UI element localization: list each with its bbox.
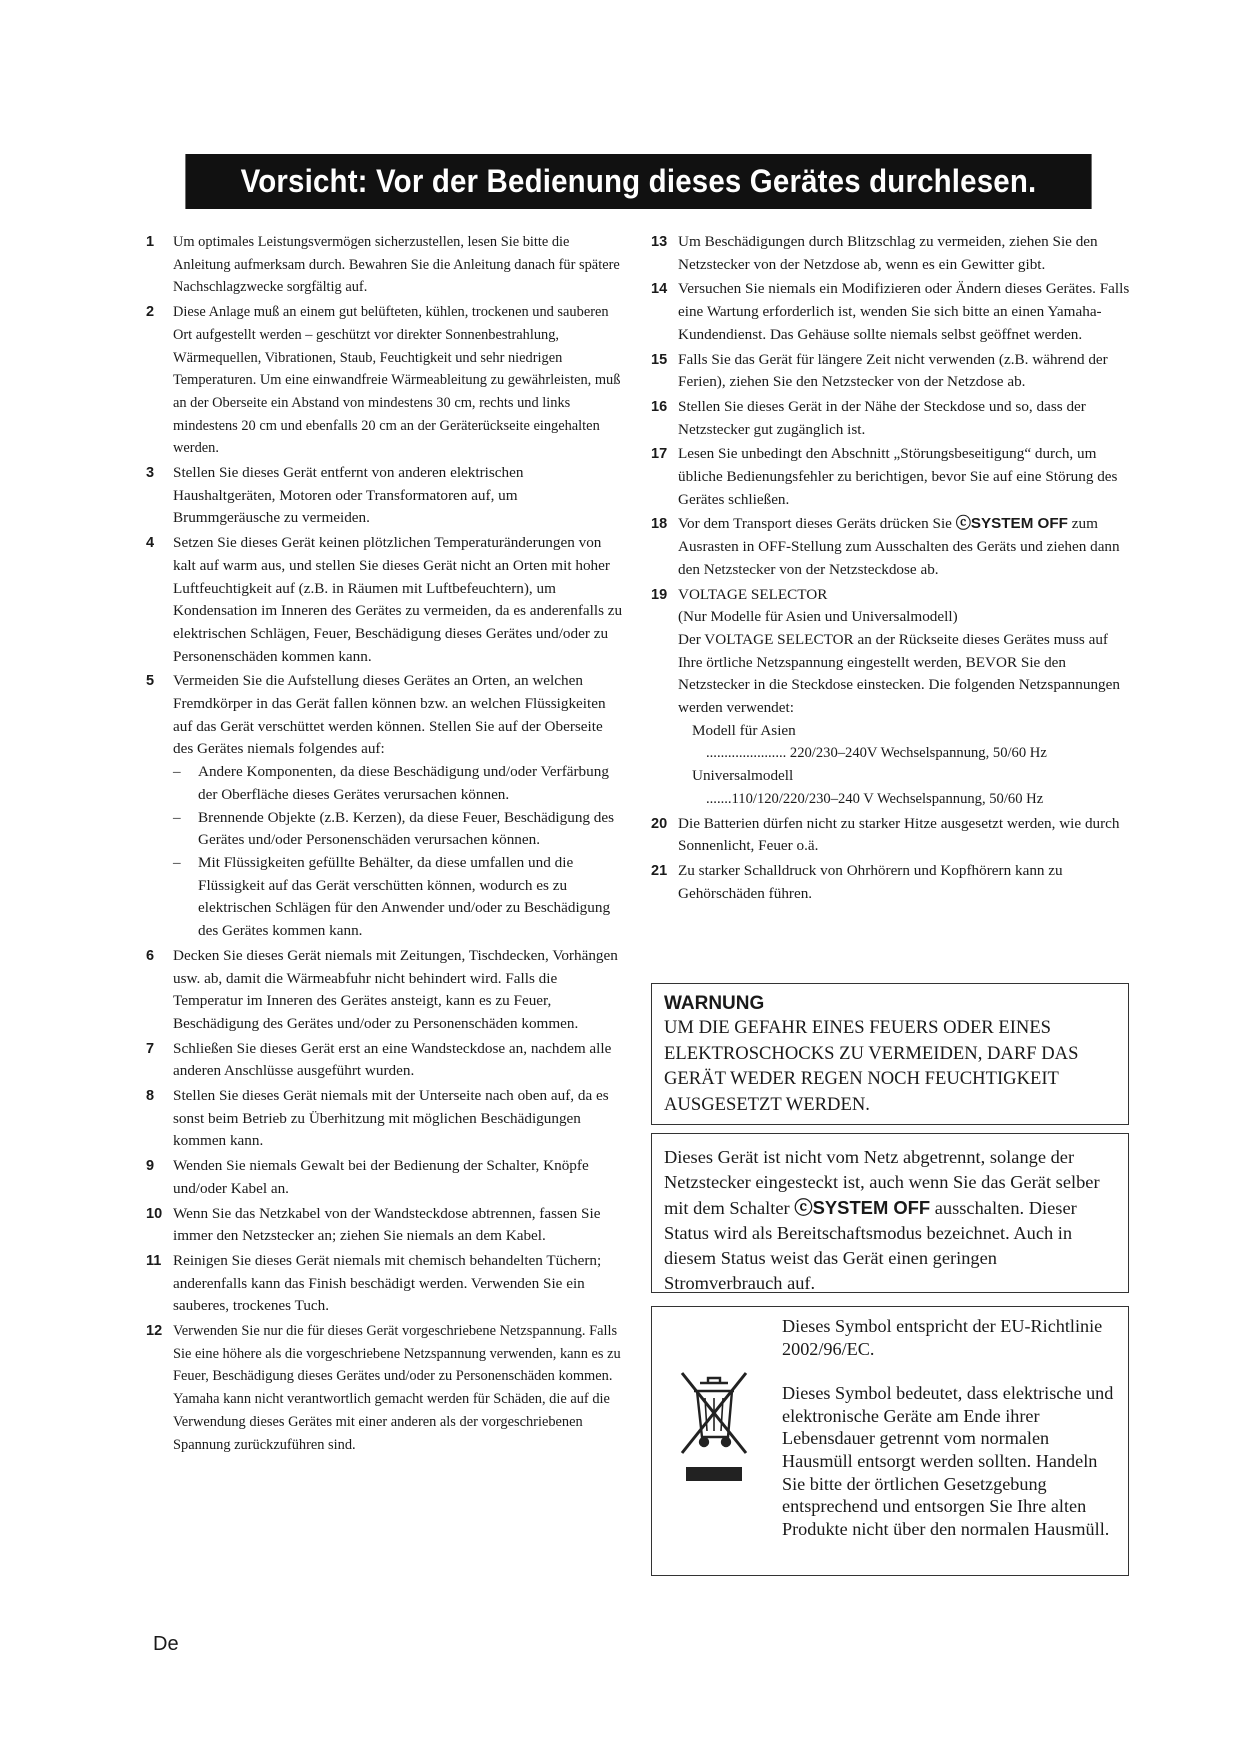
warning-text: UM DIE GEFAHR EINES FEUERS ODER EINES ELEKTROSCHOCKS ZU VERMEIDEN, DARF DAS GERÄT WEDER REGEN NOCH FEUCHTIGKEIT AUSGESETZT WERDEN.	[664, 1017, 1079, 1115]
item-number: 1	[146, 234, 155, 250]
weee-notice-box	[651, 1306, 1129, 1576]
list-item	[651, 349, 1136, 394]
item-number: 20	[651, 815, 668, 832]
list-item	[146, 532, 626, 668]
list-item	[651, 231, 1136, 276]
model-asia: Modell für Asien	[692, 721, 796, 739]
item-number: 21	[651, 862, 668, 879]
standby-notice-text	[664, 1145, 1116, 1296]
item-number: 13	[651, 234, 668, 250]
list-item	[651, 513, 1136, 581]
item-text: Um Beschädigungen durch Blitzschlag zu vermeiden, ziehen Sie den Netzstecker von der Netzdose ab, wenn es ein Gewitter gibt.	[678, 233, 1098, 273]
item-text: Setzen Sie dieses Gerät keinen plötzlichen Temperaturänderungen von kalt auf warm aus, und stellen Sie dieses Gerät nicht an Orten mit hoher Luftfeuchtigkeit auf (z.B. in Räumen mit Luftbefeuchtern), um Kondensation im Inneren des Gerätes zu vermeiden, da es anderenfalls zu elektrischen Schlägen, Feuer, Beschädigung dieses Gerätes und/oder zu Personenschäden kommen kann.	[173, 534, 623, 665]
item-text: Verwenden Sie nur die für dieses Gerät vorgeschriebene Netzspannung. Falls Sie eine höhere als die vorgeschriebene Netzspannung verwenden, kann es zu Feuer, Beschädigung dieses Gerätes und/oder zu Personenschäden kommen. Yamaha kann nicht verantwortlich gemacht werden für Schäden, die auf die Verwendung dieses Gerätes mit einer anderen als der vorgeschriebenen Spannung zurückzuführen sind.	[173, 1323, 621, 1453]
item-text: Zu starker Schalldruck von Ohrhörern und Kopfhörern kann zu Gehörschäden führen.	[678, 861, 1063, 902]
list-item	[146, 462, 626, 530]
list-item	[651, 584, 1136, 811]
item-number: 10	[146, 1205, 163, 1222]
item-number: 5	[146, 673, 155, 690]
item-text: Wenn Sie das Netzkabel von der Wandsteckdose abtrennen, fassen Sie immer den Netzstecker an; ziehen Sie niemals an dem Kabel.	[173, 1204, 601, 1245]
item-text: Decken Sie dieses Gerät niemals mit Zeitungen, Tischdecken, Vorhängen usw. ab, damit die Wärmeabfuhr nicht behindert wird. Falls die Temperatur im Inneren des Gerätes ansteigt, kann es zu Feuer, Beschädigung des Gerätes und/oder zu Personenschäden kommen.	[173, 946, 618, 1032]
warning-box	[651, 983, 1129, 1125]
right-column	[651, 231, 1136, 907]
sub-item-text: Brennende Objekte (z.B. Kerzen), da diese Feuer, Beschädigung des Gerätes und/oder Personenschäden verursachen können.	[198, 808, 615, 849]
left-column	[146, 231, 626, 1458]
item-number: 18	[651, 516, 668, 533]
model-universal: Universalmodell	[692, 767, 794, 785]
item-text: Stellen Sie dieses Gerät entfernt von anderen elektrischen Haushaltgeräten, Motoren oder Transformatoren auf, um Brummgeräusche zu vermeiden.	[173, 464, 524, 527]
voltage-universal: .......110/120/220/230–240 V Wechselspannung, 50/60 Hz	[706, 790, 1044, 807]
system-off-label: ⓒSYSTEM OFF	[794, 1197, 931, 1218]
system-off-label: ⓒSYSTEM OFF	[955, 515, 1068, 533]
item-number: 19	[651, 586, 668, 603]
item-number: 7	[146, 1040, 155, 1057]
sub-item-text: Mit Flüssigkeiten gefüllte Behälter, da diese umfallen und die Flüssigkeit auf das Gerät verschütten können, wodurch es zu elektrischen Schlägen für den Anwender und/oder zu Beschädigung des Gerätes kommen kann.	[198, 853, 611, 940]
list-item	[651, 860, 1136, 905]
list-item	[651, 396, 1136, 441]
item-text: Schließen Sie dieses Gerät erst an eine Wandsteckdose an, nachdem alle anderen Anschlüsse ausgeführt wurden.	[173, 1039, 612, 1080]
item-text: Falls Sie das Gerät für längere Zeit nicht verwenden (z.B. während der Ferien), ziehen Sie den Netzstecker von der Netzdose ab.	[678, 350, 1108, 391]
sub-item-text: Andere Komponenten, da diese Beschädigung und/oder Verfärbung der Oberfläche dieses Gerätes verursachen können.	[198, 763, 609, 803]
item-text: Der VOLTAGE SELECTOR an der Rückseite dieses Gerätes muss auf Ihre örtliche Netzspannung eingestellt werden, BEVOR Sie den Netzstecker in die Steckdose einstecken. Die folgenden Netzspannungen werden verwendet:	[678, 630, 1120, 717]
item-text: Um optimales Leistungsvermögen sicherzustellen, lesen Sie bitte die Anleitung aufmerksam durch. Bewahren Sie die Anleitung danach für spätere Nachschlagzwecke sorgfältig auf.	[173, 234, 620, 296]
item-text: Vermeiden Sie die Aufstellung dieses Gerätes an Orten, an welchen Fremdkörper in das Gerät fallen können bzw. an welchen Flüssigkeiten auf das Gerät verschüttet werden können. Stellen Sie auf der Oberseite des Gerätes niemals folgendes auf:	[173, 672, 606, 758]
item-number: 14	[651, 281, 668, 298]
page-title-text: Vorsicht: Vor der Bedienung dieses Gerätes durchlesen.	[240, 163, 1037, 199]
item-number: 12	[146, 1323, 163, 1340]
item-number: 9	[146, 1158, 155, 1175]
item-number: 8	[146, 1088, 155, 1105]
list-item	[651, 278, 1136, 346]
item-number: 17	[651, 446, 668, 463]
standby-text-a: Dieses Gerät ist nicht vom Netz abgetrennt, solange der Netzstecker eingesteckt ist, auch wenn Sie das Gerät selber mit dem Schalter	[664, 1147, 1100, 1218]
list-item	[651, 813, 1136, 858]
list-item	[146, 231, 626, 299]
list-item	[651, 443, 1136, 511]
weee-notice-text	[782, 1315, 1122, 1540]
item-number: 11	[146, 1252, 162, 1269]
item-number: 2	[146, 304, 155, 321]
item-text: Versuchen Sie niemals ein Modifizieren oder Ändern dieses Gerätes. Falls eine Wartung erforderlich ist, wenden Sie sich bitte an einen Yamaha-Kundendienst. Das Gehäuse sollte niemals selbst geöffnet werden.	[678, 280, 1130, 343]
list-item	[146, 1155, 626, 1200]
item-text: Die Batterien dürfen nicht zu starker Hitze ausgesetzt werden, wie durch Sonnenlicht, Feuer o.ä.	[678, 814, 1120, 855]
page-title	[185, 154, 1091, 209]
item-text: Diese Anlage muß an einem gut belüfteten, kühlen, trockenen und sauberen Ort aufgestellt werden – geschützt vor direkter Sonnenbestrahlung, Wärmequellen, Vibrationen, Staub, Feuchtigkeit und sehr niedrigen Temperaturen. Um eine einwandfreie Wärmeableitung zu gewährleisten, muß an der Oberseite ein Abstand von mindestens 30 cm, rechts und links mindestens 20 cm und ebenfalls 20 cm an der Geräterückseite eingehalten werden.	[173, 304, 621, 457]
list-item	[146, 1085, 626, 1153]
item-text: Wenden Sie niemals Gewalt bei der Bedienung der Schalter, Knöpfe und/oder Kabel an.	[173, 1157, 589, 1197]
weee-para-2: Dieses Symbol bedeutet, dass elektrische und elektronische Geräte am Ende ihrer Lebensdauer getrennt vom normalen Hausmüll entsorgt werden sollten. Handeln Sie bitte der örtlichen Gesetzgebung entsprechend und entsorgen Sie Ihre alten Produkte nicht über den normalen Hausmüll.	[782, 1383, 1114, 1539]
item-number: 16	[651, 398, 668, 415]
item-text-b: zum Ausrasten in OFF-Stellung zum Ausschalten des Geräts und ziehen dann den Netzstecker von der Netzsteckdose ab.	[678, 515, 1120, 578]
item-text	[678, 513, 1136, 581]
list-item	[146, 670, 626, 942]
list-item	[146, 1038, 626, 1083]
list-item	[146, 945, 626, 1036]
list-item	[146, 301, 626, 460]
item-number: 3	[146, 465, 155, 482]
weee-para-1: Dieses Symbol entspricht der EU-Richtlinie 2002/96/EC.	[782, 1316, 1103, 1359]
item-text: Lesen Sie unbedingt den Abschnitt „Störungsbeseitigung“ durch, um übliche Bedienungsfehler zu berichtigen, bevor Sie auf eine Störung des Gerätes schließen.	[678, 445, 1118, 508]
sub-list-item: – Brennende Objekte (z.B. Kerzen), da diese Feuer, Beschädigung des Gerätes und/oder Personenschäden verursachen können.	[173, 808, 615, 849]
list-item	[146, 1203, 626, 1248]
sub-list-item: – Mit Flüssigkeiten gefüllte Behälter, da diese umfallen und die Flüssigkeit auf das Gerät verschütten können, wodurch es zu elektrischen Schlägen für den Anwender und/oder zu Beschädigung des Gerätes kommen kann.	[173, 853, 611, 940]
item-number: 6	[146, 947, 155, 964]
item-number: 15	[651, 351, 668, 368]
item-heading: VOLTAGE SELECTOR	[678, 585, 828, 603]
list-item	[146, 1320, 626, 1456]
item-note: (Nur Modelle für Asien und Universalmodell)	[678, 608, 958, 626]
list-item	[146, 1250, 626, 1318]
crossed-out-wheelie-bin-icon	[678, 1369, 750, 1487]
voltage-asia: ...................... 220/230–240V Wechselspannung, 50/60 Hz	[706, 745, 1047, 762]
standby-text-b: ausschalten. Dieser Status wird als Bereitschaftsmodus bezeichnet. Auch in diesem Status weist das Gerät einen geringen Stromverbrauch auf.	[664, 1198, 1077, 1293]
item-number: 4	[146, 535, 155, 552]
item-text: Stellen Sie dieses Gerät niemals mit der Unterseite nach oben auf, da es sonst beim Betrieb zu Überhitzung mit möglichen Beschädigungen kommen kann.	[173, 1087, 609, 1150]
item-text-a: Vor dem Transport dieses Geräts drücken Sie	[678, 515, 952, 533]
standby-notice-box	[651, 1133, 1129, 1293]
page-language-label: De	[153, 1633, 179, 1655]
sub-list-item: – Andere Komponenten, da diese Beschädigung und/oder Verfärbung der Oberfläche dieses Gerätes verursachen können.	[173, 763, 609, 803]
item-text: Stellen Sie dieses Gerät in der Nähe der Steckdose und so, dass der Netzstecker gut zugänglich ist.	[678, 397, 1086, 438]
item-text: Reinigen Sie dieses Gerät niemals mit chemisch behandelten Tüchern; anderenfalls kann das Finish beschädigt werden. Verwenden Sie ein sauberes, trockenes Tuch.	[173, 1251, 602, 1315]
warning-heading: WARNUNG	[664, 993, 765, 1014]
